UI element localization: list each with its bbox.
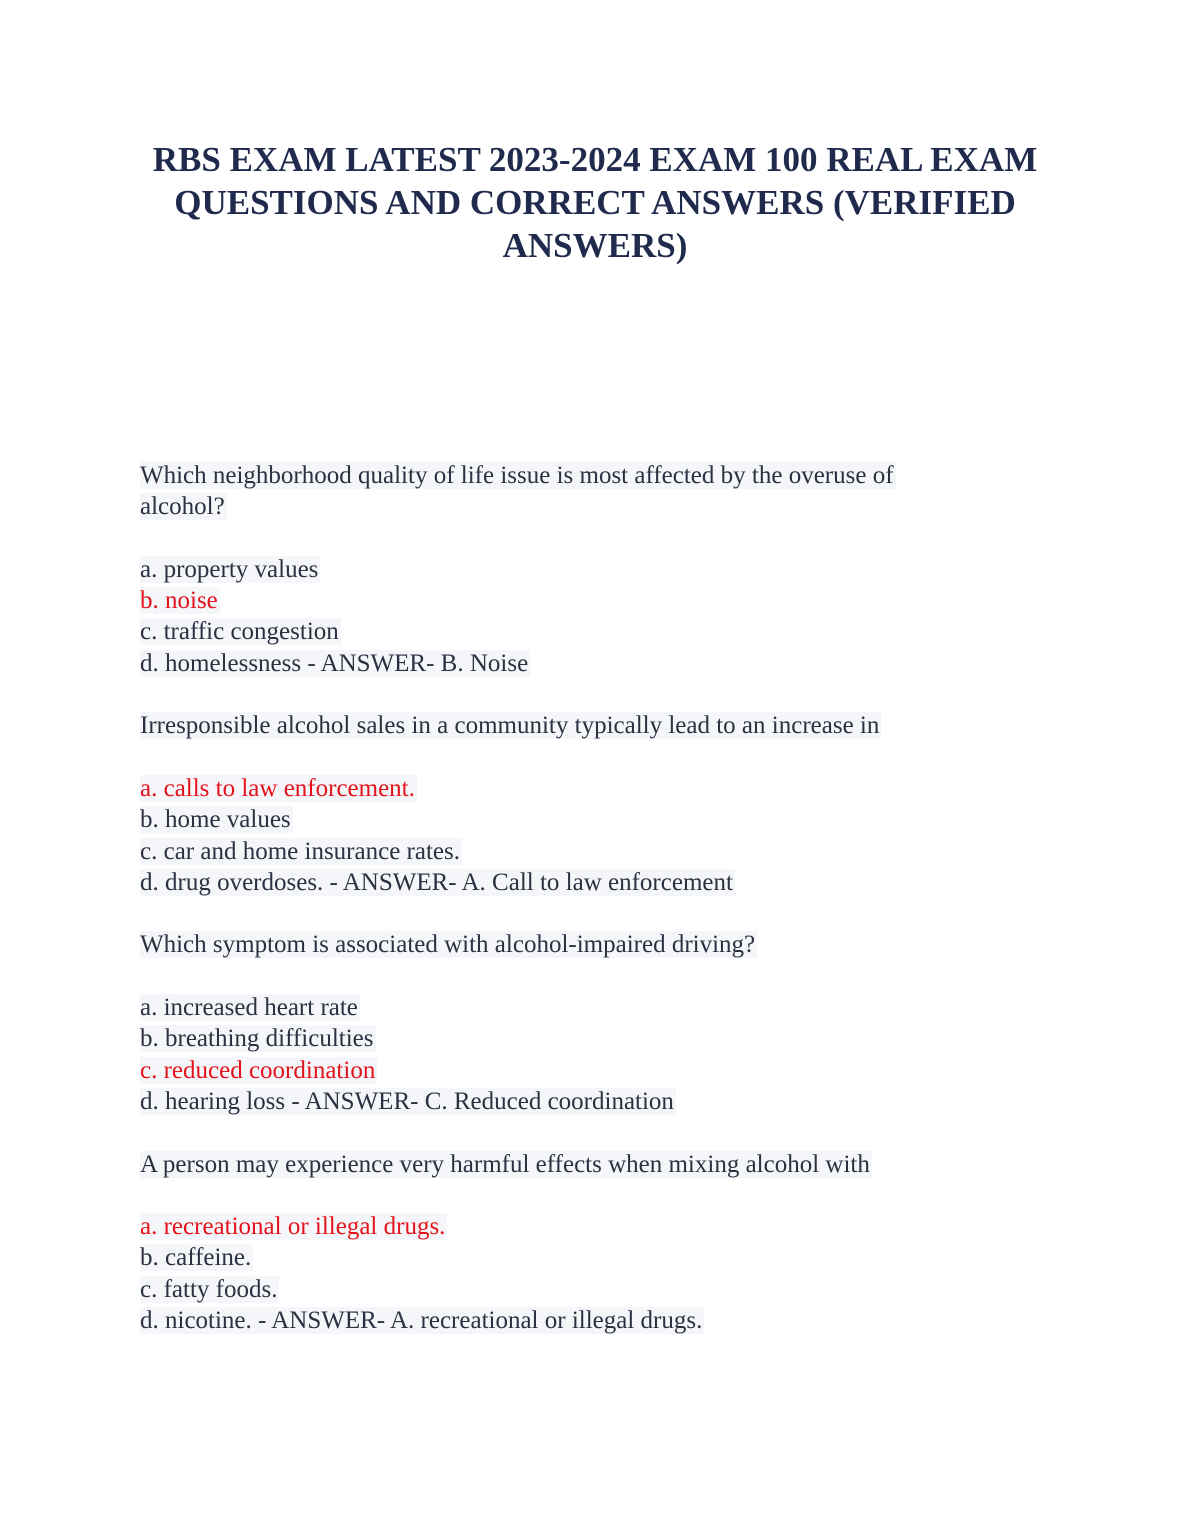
answer-option: d. hearing loss - ANSWER- C. Reduced coordination: [140, 1087, 674, 1115]
answer-option: b. breathing difficulties: [140, 1025, 374, 1053]
question-block: [140, 710, 1040, 929]
answer-option: c. fatty foods.: [140, 1275, 278, 1303]
question-block: [140, 460, 1040, 710]
title-line: ANSWERS): [502, 226, 688, 265]
correct-answer-option: c. reduced coordination: [140, 1056, 376, 1084]
correct-answer-option: a. calls to law enforcement.: [140, 774, 415, 802]
answer-option: d. nicotine. - ANSWER- A. recreational or illegal drugs.: [140, 1307, 703, 1335]
document-title: [100, 138, 1090, 267]
answer-option: d. drug overdoses. - ANSWER- A. Call to law enforcement: [140, 868, 733, 896]
question-prompt-line: Which neighborhood quality of life issue is most affected by the overuse of: [140, 462, 894, 489]
question-prompt-line: Irresponsible alcohol sales in a community typically lead to an increase in: [140, 712, 880, 740]
answer-option: b. home values: [140, 806, 291, 834]
question-list: [140, 460, 1040, 1336]
correct-answer-option: a. recreational or illegal drugs.: [140, 1213, 446, 1241]
answer-option: c. car and home insurance rates.: [140, 837, 460, 865]
question-block: [140, 929, 1040, 1148]
question-block: [140, 1149, 1040, 1337]
answer-option: d. homelessness - ANSWER- B. Noise: [140, 649, 529, 677]
title-line: QUESTIONS AND CORRECT ANSWERS (VERIFIED: [174, 183, 1016, 222]
answer-option: a. increased heart rate: [140, 994, 358, 1022]
answer-option: b. caffeine.: [140, 1244, 252, 1272]
question-prompt-line: alcohol?: [140, 493, 225, 521]
answer-option: a. property values: [140, 555, 319, 583]
question-prompt-line: A person may experience very harmful effects when mixing alcohol with: [140, 1150, 870, 1178]
question-prompt-line: Which symptom is associated with alcohol-impaired driving?: [140, 931, 756, 959]
correct-answer-option: b. noise: [140, 587, 218, 615]
title-line: RBS EXAM LATEST 2023-2024 EXAM 100 REAL EXAM: [152, 140, 1038, 179]
answer-option: c. traffic congestion: [140, 618, 339, 646]
